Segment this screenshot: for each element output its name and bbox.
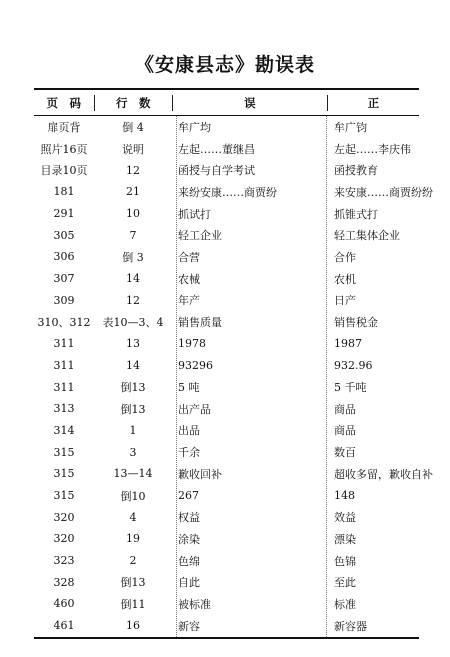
header-page: 页 码 (34, 95, 95, 111)
cell-page: 照片16页 (40, 142, 88, 156)
errata-table (34, 88, 433, 639)
cell-line: 14 (126, 358, 140, 372)
cell-correction: 1987 (334, 337, 362, 351)
cell-error: 出产品 (178, 402, 211, 416)
cell-line: 2 (129, 554, 137, 568)
cell-page: 460 (53, 597, 75, 611)
cell-page: 315 (53, 489, 75, 503)
table-row (34, 116, 419, 138)
header-error: 误 (173, 95, 328, 111)
column-divider (176, 116, 177, 637)
cell-line: 1 (129, 423, 137, 437)
table-header-row (34, 90, 419, 115)
column-divider (326, 116, 327, 637)
cell-page: 305 (53, 228, 75, 242)
cell-correction: 函授教育 (334, 164, 378, 178)
cell-correction: 日产 (334, 294, 356, 308)
cell-page: 181 (53, 185, 75, 199)
cell-correction: 色锦 (334, 554, 356, 568)
cell-line: 倒13 (120, 402, 146, 416)
cell-page: 扉页背 (47, 120, 81, 134)
table-row (34, 355, 419, 377)
cell-error: 轻工企业 (178, 229, 222, 243)
cell-correction: 商品 (334, 402, 356, 416)
table-row (34, 441, 419, 463)
table-row (34, 593, 419, 615)
table-row (34, 311, 419, 333)
cell-page: 291 (53, 207, 75, 221)
cell-line: 表10—3、4 (102, 316, 164, 330)
cell-error: 新容 (178, 619, 200, 633)
cell-correction: 来安康……商贾纷纷 (334, 185, 433, 199)
cell-correction: 至此 (334, 576, 356, 590)
table-row (34, 181, 433, 203)
cell-line: 14 (126, 272, 140, 286)
cell-correction: 超收多留，歉收自补 (334, 467, 433, 481)
cell-line: 倒13 (120, 576, 146, 590)
cell-line: 倒 3 (122, 250, 144, 264)
cell-correction: 5 千吨 (334, 381, 367, 395)
cell-correction: 新容器 (334, 619, 367, 633)
cell-error: 被标准 (178, 597, 211, 611)
cell-page: 307 (53, 272, 75, 286)
table-row (34, 398, 419, 420)
cell-correction: 农机 (334, 272, 356, 286)
table-row (34, 138, 419, 160)
table-row (34, 268, 419, 290)
cell-line: 16 (126, 619, 140, 633)
cell-line: 倒13 (120, 381, 146, 395)
cell-error: 5 吨 (178, 381, 200, 395)
cell-error: 出品 (178, 424, 200, 438)
cell-error: 267 (178, 489, 199, 503)
table-row (34, 333, 419, 355)
cell-line: 4 (129, 510, 137, 524)
cell-page: 311 (53, 380, 75, 394)
table-row (34, 571, 419, 593)
cell-correction: 销售税金 (334, 316, 378, 330)
cell-line: 10 (126, 207, 140, 221)
cell-correction: 932.96 (334, 358, 373, 372)
table-row (34, 528, 419, 550)
cell-page: 311 (53, 337, 75, 351)
cell-page: 310、312 (37, 316, 91, 330)
table-row (34, 550, 419, 572)
cell-error: 合营 (178, 250, 200, 264)
cell-line: 倒11 (120, 597, 146, 611)
table-body (34, 116, 433, 637)
cell-correction: 漂染 (334, 532, 356, 546)
cell-page: 328 (53, 575, 75, 589)
cell-line: 倒10 (120, 489, 146, 503)
table-bottom-rule (34, 637, 419, 639)
header-line: 行 数 (95, 95, 173, 111)
cell-page: 314 (53, 423, 75, 437)
cell-error: 93296 (178, 358, 213, 372)
cell-error: 1978 (178, 337, 206, 351)
cell-error: 销售质量 (178, 316, 222, 330)
cell-correction: 效益 (334, 511, 356, 525)
cell-line: 3 (129, 445, 137, 459)
cell-page: 315 (53, 445, 75, 459)
cell-correction: 左起……李庆伟 (334, 142, 411, 156)
cell-line: 12 (126, 163, 140, 177)
page-title: 《安康县志》勘误表 (134, 54, 315, 76)
table-row (34, 203, 419, 225)
cell-correction: 牟广钧 (334, 120, 367, 134)
cell-page: 313 (53, 402, 75, 416)
cell-page: 306 (53, 250, 75, 264)
cell-page: 323 (53, 554, 75, 568)
table-row (34, 376, 419, 398)
cell-error: 权益 (178, 511, 200, 525)
cell-correction: 数百 (334, 446, 356, 460)
cell-correction: 商品 (334, 424, 356, 438)
cell-error: 抓试打 (178, 207, 211, 221)
cell-error: 自此 (178, 576, 200, 590)
cell-line: 说明 (122, 142, 144, 156)
cell-page: 461 (53, 619, 75, 633)
cell-line: 19 (126, 532, 140, 546)
cell-error: 左起……董继昌 (178, 142, 255, 156)
cell-correction: 合作 (334, 250, 356, 264)
cell-error: 牟广均 (178, 120, 211, 134)
cell-page: 309 (53, 293, 75, 307)
table-row (34, 485, 419, 507)
cell-correction: 标准 (334, 597, 356, 611)
cell-error: 歉收回补 (178, 467, 222, 481)
table-row (34, 463, 433, 485)
cell-correction: 轻工集体企业 (334, 229, 400, 243)
cell-line: 12 (126, 293, 140, 307)
cell-error: 来纷安康……商贾纷 (178, 185, 277, 199)
cell-error: 千余 (178, 446, 200, 460)
cell-line: 21 (126, 185, 140, 199)
table-row (34, 224, 419, 246)
cell-line: 7 (129, 228, 137, 242)
cell-correction: 148 (334, 489, 355, 503)
cell-page: 目录10页 (40, 164, 88, 178)
cell-page: 320 (53, 532, 75, 546)
cell-error: 函授与自学考试 (178, 164, 255, 178)
cell-error: 年产 (178, 294, 200, 308)
cell-line: 13—14 (113, 467, 153, 481)
table-row (34, 506, 419, 528)
cell-page: 320 (53, 510, 75, 524)
header-correction: 正 (367, 95, 380, 110)
cell-correction: 抓锥式打 (334, 207, 378, 221)
table-row (34, 290, 419, 312)
cell-page: 311 (53, 358, 75, 372)
table-row (34, 420, 419, 442)
cell-line: 13 (126, 337, 140, 351)
cell-line: 倒 4 (122, 120, 144, 134)
table-row (34, 246, 419, 268)
table-row (34, 159, 419, 181)
cell-error: 农械 (178, 272, 200, 286)
cell-page: 315 (53, 467, 75, 481)
cell-error: 色绵 (178, 554, 200, 568)
table-row (34, 615, 419, 637)
cell-error: 涂染 (178, 532, 200, 546)
